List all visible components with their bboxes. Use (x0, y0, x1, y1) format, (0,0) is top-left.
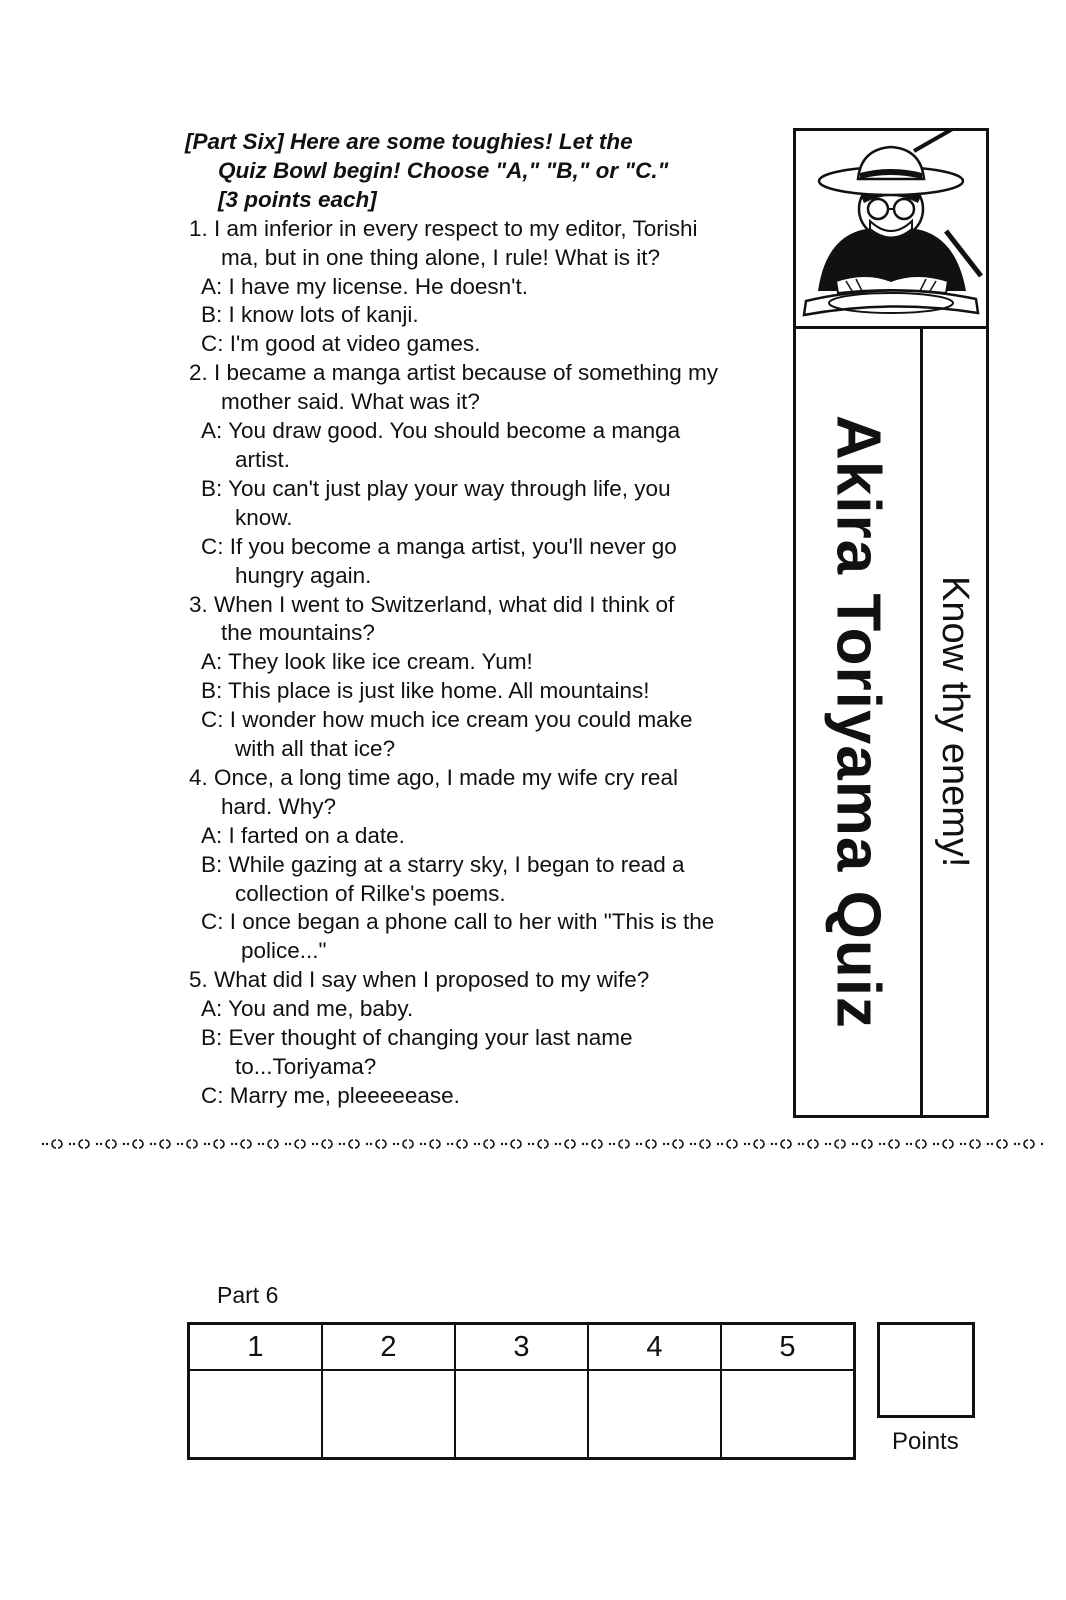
question-4-answer-b: B: While gazing at a starry sky, I began to read a (201, 851, 685, 877)
answer-cell-2[interactable] (322, 1370, 455, 1459)
question-5-answer-a: A: You and me, baby. (201, 996, 414, 1022)
answer-table-input-row (189, 1370, 855, 1459)
quiz-intro (185, 128, 785, 215)
question-2-answer-c-cont: hungry again. (235, 562, 372, 588)
question-4-line-2: hard. Why? (221, 793, 337, 819)
question-3-line-1: 3. When I went to Switzerland, what did I think of (189, 591, 675, 617)
question-3-answer-b: B: This place is just like home. All mountains! (201, 678, 650, 704)
question-2-answer-a: A: You draw good. You should become a manga (201, 418, 681, 444)
question-5 (185, 966, 785, 1111)
scoring-part-label: Part 6 (217, 1282, 279, 1308)
answer-cell-3[interactable] (455, 1370, 588, 1459)
answer-cell-1[interactable] (189, 1370, 323, 1459)
answer-column-2: 2 (322, 1324, 455, 1371)
sidebar-subtitle-area (923, 329, 986, 1115)
points-label: Points (892, 1428, 959, 1455)
question-4-answer-a: A: I farted on a date. (201, 822, 405, 848)
question-2 (185, 359, 785, 590)
question-1-line-2: ma, but in one thing alone, I rule! What is it? (221, 244, 660, 270)
question-2-line-2: mother said. What was it? (221, 389, 480, 415)
question-4 (185, 764, 785, 966)
question-2-answer-b: B: You can't just play your way through life, you (201, 475, 671, 501)
answer-table-header-row (189, 1324, 855, 1371)
question-4-answer-c-cont: police..." (241, 938, 327, 964)
question-5-answer-b-cont: to...Toriyama? (235, 1054, 377, 1079)
sidebar-subtitle: Know thy enemy! (934, 576, 976, 868)
answer-column-4: 4 (588, 1324, 721, 1371)
sidebar-title: Akira Toriyama Quiz (823, 415, 893, 1029)
points-box[interactable] (877, 1322, 975, 1418)
answer-column-1: 1 (189, 1324, 323, 1371)
question-4-answer-c: C: I once began a phone call to her with "This is the (201, 909, 715, 935)
question-5-line-1: 5. What did I say when I proposed to my wife? (189, 967, 650, 993)
intro-line-2: Quiz Bowl begin! Choose "A," "B," or "C." (218, 157, 669, 183)
sidebar-panel (793, 128, 989, 1118)
question-3-answer-c: C: I wonder how much ice cream you could make (201, 707, 693, 733)
question-1-answer-c: C: I'm good at video games. (201, 331, 481, 357)
answer-cell-4[interactable] (588, 1370, 721, 1459)
question-2-answer-b-cont: know. (235, 504, 293, 530)
decorative-divider-pattern (40, 1132, 1045, 1152)
intro-line-1: [Part Six] Here are some toughies! Let the (185, 129, 633, 154)
author-portrait-illustration (796, 131, 986, 326)
question-4-line-1: 4. Once, a long time ago, I made my wife cry real (189, 764, 678, 790)
question-1 (185, 215, 785, 360)
question-5-answer-c: C: Marry me, pleeeeease. (201, 1082, 460, 1108)
intro-line-3: [3 points each] (218, 186, 377, 212)
question-2-line-1: 2. I became a manga artist because of something my (189, 360, 719, 386)
question-5-answer-b: B: Ever thought of changing your last name (201, 1025, 633, 1051)
question-1-line-1: 1. I am inferior in every respect to my editor, Torishi (189, 215, 698, 241)
answer-cell-5[interactable] (721, 1370, 855, 1459)
question-2-answer-a-cont: artist. (235, 446, 291, 472)
decorative-divider (40, 1132, 1045, 1152)
sidebar-title-area (796, 329, 920, 1115)
answer-table (187, 1322, 856, 1460)
answer-column-5: 5 (721, 1324, 855, 1371)
question-3 (185, 591, 785, 764)
question-1-answer-b: B: I know lots of kanji. (201, 302, 419, 328)
question-2-answer-c: C: If you become a manga artist, you'll never go (201, 533, 677, 559)
answer-column-3: 3 (455, 1324, 588, 1371)
author-portrait (796, 131, 986, 329)
question-3-line-2: the mountains? (221, 620, 375, 646)
question-3-answer-c-cont: with all that ice? (235, 736, 396, 762)
quiz-text (185, 128, 785, 1111)
question-3-answer-a: A: They look like ice cream. Yum! (201, 649, 533, 675)
question-1-answer-a: A: I have my license. He doesn't. (201, 273, 528, 299)
question-4-answer-b-cont: collection of Rilke's poems. (235, 880, 506, 906)
